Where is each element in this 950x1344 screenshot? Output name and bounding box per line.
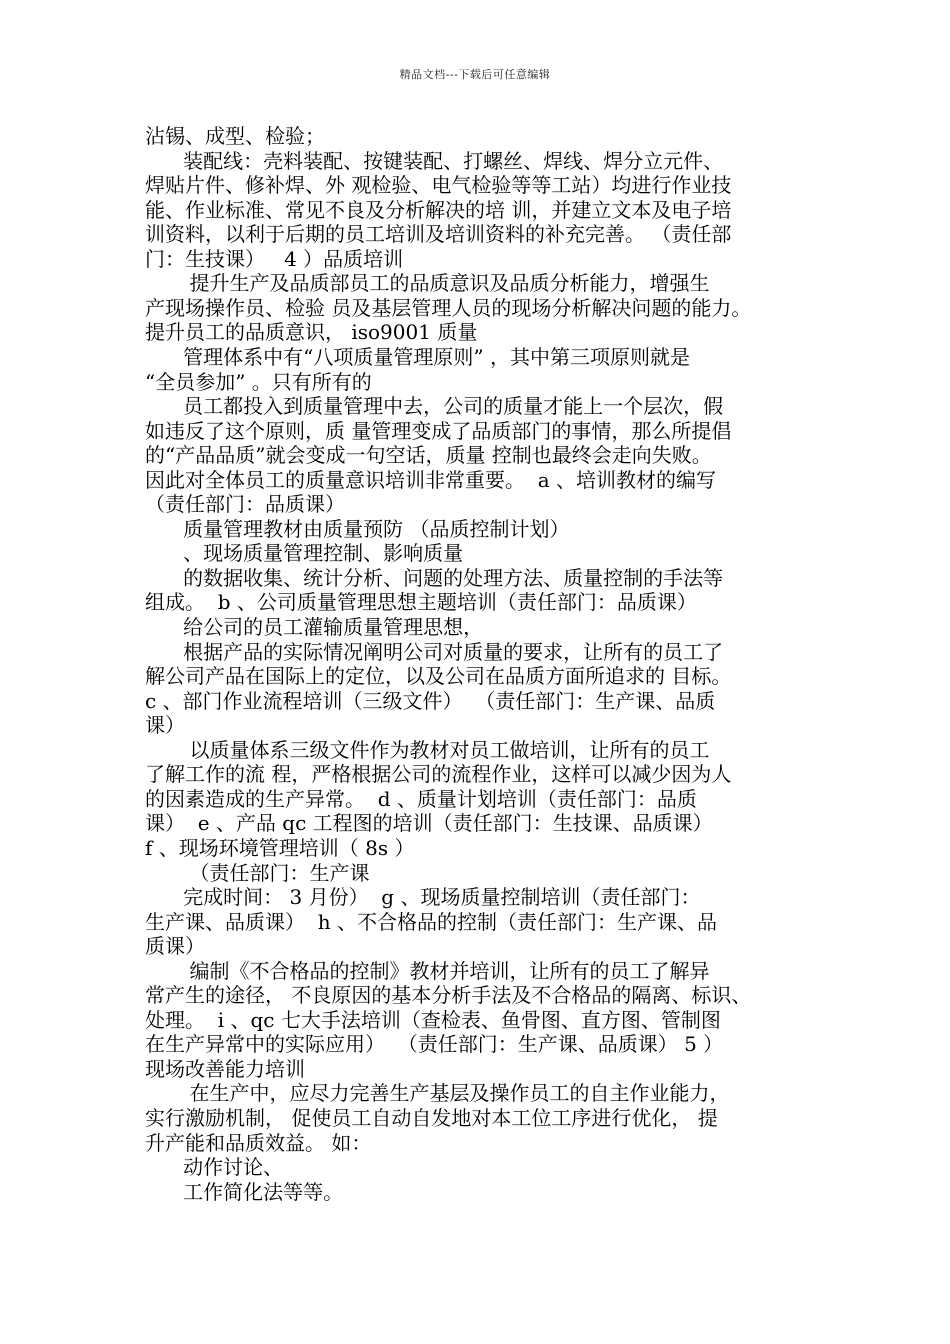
text-line: 提升员工的品质意识， iso9001 质量 — [145, 320, 478, 345]
text-line: 实行激励机制， 促使员工自动自发地对本工位工序进行优化， 提 — [145, 1106, 718, 1130]
text-line: 管理体系中有“八项质量管理原则” ，其中第三项原则就是 — [145, 344, 690, 369]
text-line: f 、现场环境管理培训（ 8s ） — [145, 835, 415, 860]
text-line: 、现场质量管理控制、影响质量 — [145, 541, 464, 566]
text-line: 处理。 i 、qc 七大手法培训（查检表、鱼骨图、直方图、管制图 — [145, 1007, 721, 1032]
text-line: 门：生技课） 4 ）品质培训 — [145, 246, 404, 271]
text-line: 装配线：壳料装配、按键装配、打螺丝、焊线、焊分立元件、 — [145, 148, 724, 173]
text-line: 以质量体系三级文件作为教材对员工做培训，让所有的员工 — [145, 737, 710, 762]
text-line: 焊贴片件、修补焊、外 观检验、电气检验等等工站）均进行作业技 — [145, 173, 732, 198]
text-line: 的“产品品质”就会变成一句空话，质量 控制也最终会走向失败。 — [145, 443, 712, 468]
text-line: 课） e 、产品 qc 工程图的培训（责任部门：生技课、品质课） — [145, 811, 713, 836]
text-line: 解公司产品在国际上的定位，以及公司在品质方面所追求的 目标。 — [145, 664, 732, 689]
text-line: 因此对全体员工的质量意识培训非常重要。 a 、培训教材的编写 — [145, 467, 716, 492]
text-line: 现场改善能力培训 — [145, 1056, 305, 1081]
text-line: 如违反了这个原则，质 量管理变成了品质部门的事情，那么所提倡 — [145, 418, 732, 443]
text-line: （责任部门：品质课） — [145, 492, 345, 517]
text-line: 质课） — [145, 934, 205, 959]
text-line: 了解工作的流 程，严格根据公司的流程作业，这样可以减少因为人 — [145, 762, 732, 787]
text-line: c 、部门作业流程培训（三级文件） （责任部门：生产课、品质 — [145, 688, 716, 713]
text-line: 的数据收集、统计分析、问题的处理方法、质量控制的手法等 — [145, 565, 724, 590]
text-line: （责任部门：生产课 — [145, 860, 370, 885]
text-line: 完成时间： 3 月份） g 、现场质量控制培训（责任部门： — [145, 885, 701, 910]
text-line: 动作讨论、 — [145, 1155, 284, 1180]
text-line: 产现场操作员、检验 员及基层管理人员的现场分析解决问题的能力。 — [145, 295, 752, 320]
text-line: 的因素造成的生产异常。 d 、质量计划培训（责任部门：品质 — [145, 786, 697, 811]
page-header: 精品文档---下载后可任意编辑 — [399, 68, 551, 81]
text-line: 员工都投入到质量管理中去，公司的质量才能上一个层次，假 — [145, 394, 724, 419]
text-line: 提升生产及品质部员工的品质意识及品质分析能力，增强生 — [145, 271, 710, 296]
text-line: 工作简化法等等。 — [145, 1179, 344, 1204]
text-line: 生产课、品质课） h 、不合格品的控制（责任部门：生产课、品 — [145, 909, 717, 934]
text-line: 常产生的途径， 不良原因的基本分析手法及不合格品的隔离、标识、 — [145, 983, 752, 1008]
text-line: 训资料，以利于后期的员工培训及培训资料的补充完善。 （责任部 — [145, 222, 732, 247]
text-line: 在生产中，应尽力完善生产基层及操作员工的自主作业能力， — [145, 1081, 730, 1106]
text-line: 课） — [145, 713, 185, 738]
text-line: 沾锡、成型、检验； — [145, 124, 325, 148]
text-line: 根据产品的实际情况阐明公司对质量的要求，让所有的员工了 — [145, 639, 724, 664]
text-line: 能、作业标准、常见不良及分析解决的培 训，并建立文本及电子培 — [145, 197, 732, 222]
text-line: 质量管理教材由质量预防 （品质控制计划） — [145, 516, 570, 541]
text-line: 给公司的员工灌输质量管理思想， — [145, 615, 484, 639]
text-line: 组成。 b 、公司质量管理思想主题培训（责任部门：品质课） — [145, 590, 697, 615]
text-line: 在生产异常中的实际应用） （责任部门：生产课、品质课） 5 ） — [145, 1032, 724, 1057]
text-line: 编制《不合格品的控制》教材并培训，让所有的员工了解异 — [145, 958, 710, 983]
text-line: “全员参加” 。只有所有的 — [145, 369, 372, 394]
text-line: 升产能和品质效益。 如： — [145, 1130, 372, 1155]
